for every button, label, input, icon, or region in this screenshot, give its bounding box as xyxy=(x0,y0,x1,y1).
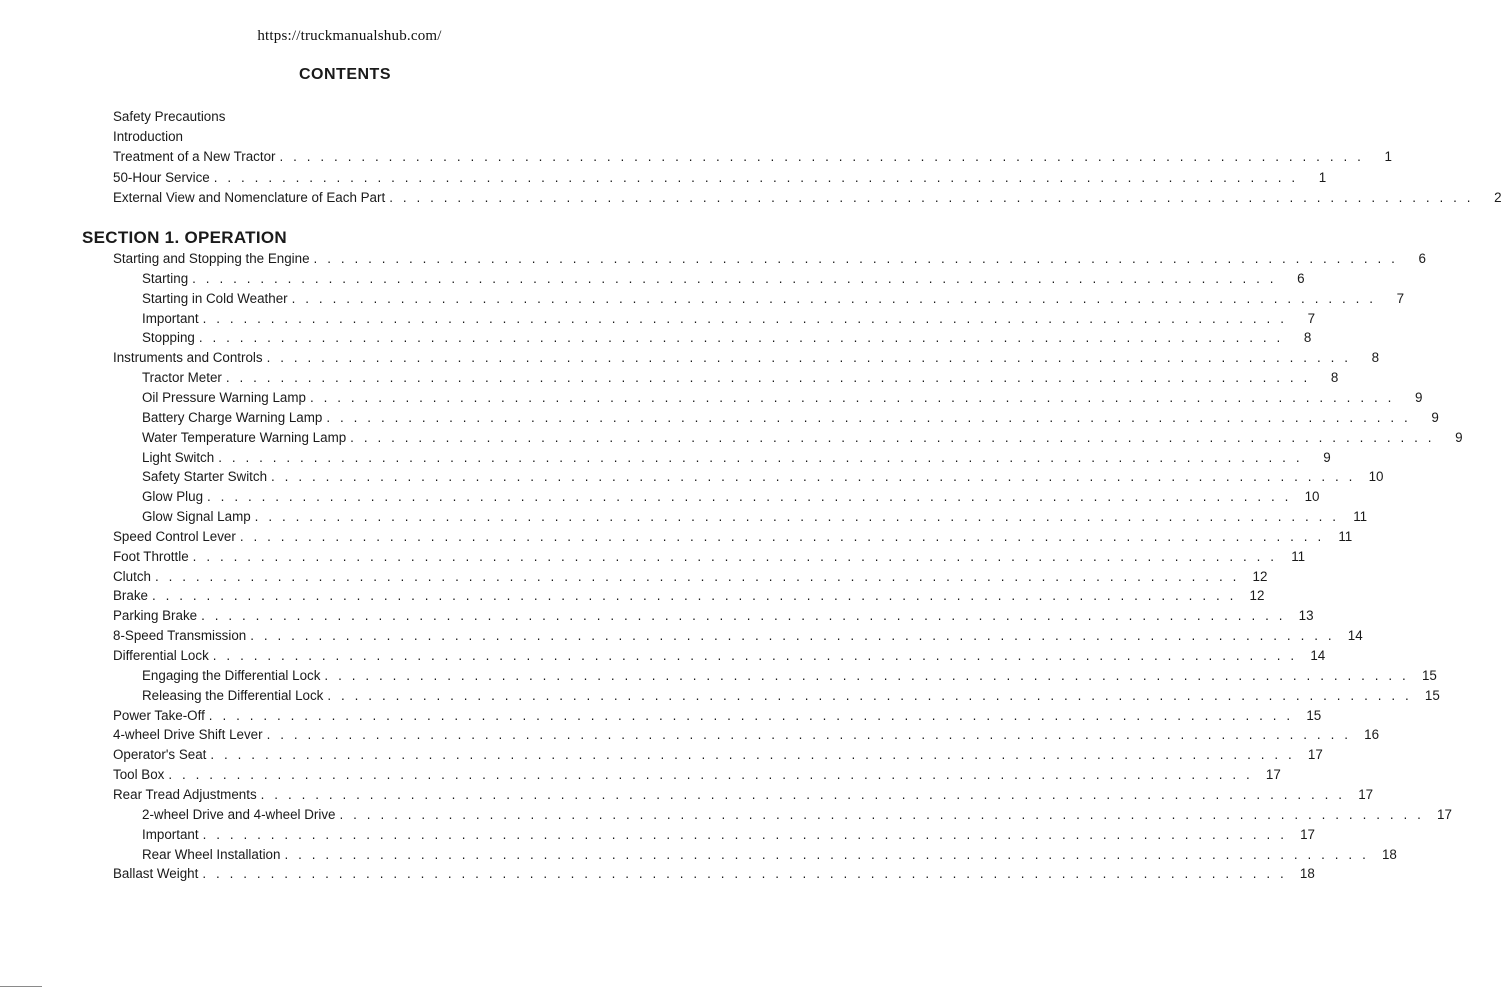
dot-leader: . . . . . . . . . . . . . . . . . . . . . . . . . . . . . . . . . . . . . . . . . . . . . . . . . . . . . . . . . . . . . . . . . . . . . . . . . . . . . . . . xyxy=(309,389,1395,405)
toc-entry xyxy=(113,706,1322,726)
toc-entry xyxy=(113,188,1502,208)
toc-entry-title: 4-wheel Drive Shift Lever xyxy=(113,727,263,743)
toc-entry-title: Safety Starter Switch xyxy=(142,469,268,485)
dot-leader: . . . . . . . . . . . . . . . . . . . . . . . . . . . . . . . . . . . . . . . . . . . . . . . . . . . . . . . . . . . . . . . . . . . . . . . . . . . . . . . . xyxy=(389,189,1474,205)
toc-entry-page: 7 xyxy=(1396,290,1405,306)
dot-leader: . . . . . . . . . . . . . . . . . . . . . . . . . . . . . . . . . . . . . . . . . . . . . . . . . . . . . . . . . . . . . . . . . . . . . . . . . . . . . . . . xyxy=(202,866,1287,882)
toc-entry xyxy=(142,487,1320,507)
toc-entry-page: 15 xyxy=(1306,707,1322,723)
toc-entry-title: Releasing the Differential Lock xyxy=(142,687,324,703)
toc-entry-title: Starting xyxy=(142,270,189,286)
dot-leader: . . . . . . . . . . . . . . . . . . . . . . . . . . . . . . . . . . . . . . . . . . . . . . . . . . . . . . . . . . . . . . . . . . . . . . . . . . . . . . . . xyxy=(239,528,1325,544)
toc-entry-page: 6 xyxy=(1418,251,1426,266)
toc-entry-page: 2 xyxy=(1494,189,1502,205)
dot-leader: . . . . . . . . . . . . . . . . . . . . . . . . . . . . . . . . . . . . . . . . . . . . . . . . . . . . . . . . . . . . . . . . . . . . . . . . . . . . . . . . xyxy=(291,290,1377,306)
toc-entry xyxy=(142,309,1316,329)
dot-leader: . . . . . . . . . . . . . . . . . . . . . . . . . . . . . . . . . . . . . . . . . . . . . . . . . . . . . . . . . . . . . . . . . . . . . . . . . . . . . . . . xyxy=(327,687,1412,703)
dot-leader: . . . . . . . . . . . . . . . . . . . . . . . . . . . . . . . . . . . . . . . . . . . . . . . . . . . . . . . . . . . . . . . . . . . . . . . . . . . . . . . . xyxy=(266,727,1352,743)
toc-entry xyxy=(142,269,1305,289)
toc-entry xyxy=(113,785,1374,805)
toc-entry xyxy=(113,725,1380,745)
source-url: https://truckmanualshub.com/ xyxy=(257,28,442,44)
toc-entry-page: 8 xyxy=(1330,370,1339,386)
toc-entry-page: 8 xyxy=(1371,350,1380,366)
toc-entry-page: 13 xyxy=(1298,608,1314,624)
toc-entry xyxy=(142,825,1316,845)
toc-entry xyxy=(142,448,1331,468)
dot-leader: . . . . . . . . . . . . . . . . . . . . . . . . . . . . . . . . . . . . . . . . . . . . . . . . . . . . . . . . . . . . . . . . . . . . . . . . . . . . . . . . xyxy=(218,449,1303,465)
toc-entry-page: 17 xyxy=(1358,786,1374,802)
toc-entry-title: Operator's Seat xyxy=(113,747,207,763)
toc-entry xyxy=(142,805,1452,825)
section-heading: SECTION 1. OPERATION xyxy=(82,228,287,247)
dot-leader: . . . . . . . . . . . . . . . . . . . . . . . . . . . . . . . . . . . . . . . . . . . . . . . . . . . . . . . . . . . . . . . . . . . . . . . . . . . . . . . . xyxy=(313,251,1398,266)
page-edge-rule xyxy=(0,986,42,987)
toc-entry-page: 6 xyxy=(1297,270,1305,286)
toc-entry-page: 18 xyxy=(1381,846,1397,862)
toc-entry xyxy=(142,507,1368,527)
toc-entry xyxy=(113,586,1265,606)
toc-entry-page: 17 xyxy=(1437,806,1452,822)
toc-entry xyxy=(142,289,1405,309)
toc-entry-title: Foot Throttle xyxy=(113,548,189,564)
dot-leader: . . . . . . . . . . . . . . . . . . . . . . . . . . . . . . . . . . . . . . . . . . . . . . . . . . . . . . . . . . . . . . . . . . . . . . . . . . . . . . . . xyxy=(324,667,1409,683)
toc-entry-page: 7 xyxy=(1307,310,1316,326)
dot-leader: . . . . . . . . . . . . . . . . . . . . . . . . . . . . . . . . . . . . . . . . . . . . . . . . . . . . . . . . . . . . . . . . . . . . . . . . . . . . . . . . xyxy=(339,806,1424,822)
toc-entry-title: Introduction xyxy=(113,129,183,145)
toc-entry-page: 9 xyxy=(1431,409,1439,425)
toc-entry-page: 9 xyxy=(1414,389,1423,405)
toc-entry xyxy=(142,845,1397,865)
toc-entry xyxy=(142,388,1423,408)
toc-entry-page: 8 xyxy=(1303,330,1312,346)
dot-leader: . . . . . . . . . . . . . . . . . . . . . . . . . . . . . . . . . . . . . . . . . . . . . . . . . . . . . . . . . . . . . . . . . . . . . . . . . . . . . . . . xyxy=(225,370,1311,386)
dot-leader: . . . . . . . . . . . . . . . . . . . . . . . . . . . . . . . . . . . . . . . . . . . . . . . . . . . . . . . . . . . . . . . . . . . . . . . . . . . . . . . . xyxy=(201,608,1286,624)
toc-entry xyxy=(113,567,1268,587)
toc-entry-title: External View and Nomenclature of Each Part xyxy=(113,189,386,205)
toc-entry-page: 9 xyxy=(1323,449,1331,465)
toc-entry-page: 1 xyxy=(1384,149,1392,165)
toc-entry-title: Parking Brake xyxy=(113,608,198,624)
toc-entry xyxy=(113,168,1327,188)
toc-entry-title: 2-wheel Drive and 4-wheel Drive xyxy=(142,806,336,822)
toc-entry-title: Starting in Cold Weather xyxy=(142,290,288,306)
toc-entry-title: Tractor Meter xyxy=(142,370,222,386)
toc-entry-title: Stopping xyxy=(142,330,195,346)
dot-leader: . . . . . . . . . . . . . . . . . . . . . . . . . . . . . . . . . . . . . . . . . . . . . . . . . . . . . . . . . . . . . . . . . . . . . . . . . . . . . . . . xyxy=(250,628,1335,644)
toc-entry xyxy=(142,328,1312,348)
toc-entry-page: 10 xyxy=(1368,469,1384,485)
dot-leader: . . . . . . . . . . . . . . . . . . . . . . . . . . . . . . . . . . . . . . . . . . . . . . . . . . . . . . . . . . . . . . . . . . . . . . . . . . . . . . . . xyxy=(202,826,1288,842)
toc-entry-title: Brake xyxy=(113,588,148,604)
dot-leader: . . . . . . . . . . . . . . . . . . . . . . . . . . . . . . . . . . . . . . . . . . . . . . . . . . . . . . . . . . . . . . . . . . . . . . . . . . . . . . . . xyxy=(350,429,1435,445)
toc-entry-title: Tool Box xyxy=(113,767,165,783)
toc-entry-page: 15 xyxy=(1424,687,1440,703)
toc-entry-title: Important xyxy=(142,826,199,842)
toc-entry xyxy=(113,606,1314,626)
toc-entry xyxy=(113,348,1380,368)
toc-entry-title: Important xyxy=(142,310,199,326)
toc-entry-page: 12 xyxy=(1252,568,1268,584)
toc-entry xyxy=(113,107,604,127)
toc-entry xyxy=(113,864,1315,884)
toc-entry-title: Power Take-Off xyxy=(113,707,205,723)
dot-leader: . . . . . . . . . . . . . . . . . . . . . . . . . . . . . . . . . . . . . . . . . . . . . . . . . . . . . . . . . . . . . . . . . . . . . . . . . . . . . . . . xyxy=(212,648,1298,663)
toc-entry-page: 16 xyxy=(1364,727,1380,743)
toc-entry-title: Instruments and Controls xyxy=(113,350,263,366)
toc-entry-page: 11 xyxy=(1291,548,1306,564)
toc-entry xyxy=(142,428,1463,448)
toc-entry xyxy=(113,745,1323,765)
toc-entry-page: 17 xyxy=(1265,767,1281,783)
toc-entry-page: 9 xyxy=(1455,429,1463,445)
toc-entry-page: 12 xyxy=(1249,588,1265,604)
toc-entry-page: 14 xyxy=(1347,628,1363,644)
toc-entry-page: 18 xyxy=(1299,866,1315,882)
dot-leader: . . . . . . . . . . . . . . . . . . . . . . . . . . . . . . . . . . . . . . . . . . . . . . . . . . . . . . . . . . . . . . . . . . . . . . . . . . . . . . . . xyxy=(284,846,1369,862)
dot-leader: . . . . . . . . . . . . . . . . . . . . . . . . . . . . . . . . . . . . . . . . . . . . . . . . . . . . . . . . . . . . . . . . . . . . . . . . . . . . . . . . xyxy=(208,707,1294,723)
toc-entry-title: Glow Signal Lamp xyxy=(142,509,251,525)
dot-leader: . . . . . . . . . . . . . . . . . . . . . . . . . . . . . . . . . . . . . . . . . . . . . . . . . . . . . . . . . . . . . . . . . . . . . . . . . . . . . . . . xyxy=(254,509,1340,525)
dot-leader: . . . . . . . . . . . . . . . . . . . . . . . . . . . . . . . . . . . . . . . . . . . . . . . . . . . . . . . . . . . . . . . . . . . . . . . . . . . . . . . . xyxy=(210,747,1295,763)
dot-leader: . . . . . . . . . . . . . . . . . . . . . . . . . . . . . . . . . . . . . . . . . . . . . . . . . . . . . . . . . . . . . . . . . . . . . . . . . . . . . . . . xyxy=(213,169,1299,185)
toc-entry-title: Ballast Weight xyxy=(113,866,199,882)
toc-entry-title: 8-Speed Transmission xyxy=(113,628,247,644)
dot-leader: . . . . . . . . . . . . . . . . . . . . . . . . . . . . . . . . . . . . . . . . . . . . . . . . . . . . . . . . . . . . . . . . . . . . . . . . . . . . . . . . xyxy=(207,489,1292,505)
dot-leader: . . . . . . . . . . . . . . . . . . . . . . . . . . . . . . . . . . . . . . . . . . . . . . . . . . . . . . . . . . . . . . . . . . . . . . . . . . . . . . . . xyxy=(266,350,1352,366)
dot-leader: . . . . . . . . . . . . . . . . . . . . . . . . . . . . . . . . . . . . . . . . . . . . . . . . . . . . . . . . . . . . . . . . . . . . . . . . . . . . . . . . xyxy=(326,409,1411,425)
toc-entry-page: 17 xyxy=(1300,826,1316,842)
toc-entry xyxy=(113,147,1392,167)
toc-entry xyxy=(142,467,1384,487)
toc-entry-title: Light Switch xyxy=(142,449,215,465)
toc-entry-title: Differential Lock xyxy=(113,648,209,663)
toc-entry-page: 17 xyxy=(1307,747,1323,763)
toc-entry-title: Starting and Stopping the Engine xyxy=(113,251,310,266)
toc-entry-title: Rear Wheel Installation xyxy=(142,846,281,862)
toc-entry xyxy=(113,765,1281,785)
dot-leader: . . . . . . . . . . . . . . . . . . . . . . . . . . . . . . . . . . . . . . . . . . . . . . . . . . . . . . . . . . . . . . . . . . . . . . . . . . . . . . . . xyxy=(192,270,1277,286)
dot-leader: . . . . . . . . . . . . . . . . . . . . . . . . . . . . . . . . . . . . . . . . . . . . . . . . . . . . . . . . . . . . . . . . . . . . . . . . . . . . . . . . xyxy=(279,149,1364,165)
toc-entry-title: Treatment of a New Tractor xyxy=(113,149,276,165)
dot-leader: . . . . . . . . . . . . . . . . . . . . . . . . . . . . . . . . . . . . . . . . . . . . . . . . . . . . . . . . . . . . . . . . . . . . . . . . . . . . . . . . xyxy=(192,548,1278,564)
toc-entry-title: Rear Tread Adjustments xyxy=(113,786,257,802)
toc-entry xyxy=(142,408,1439,428)
toc-entry-page: 1 xyxy=(1318,169,1327,185)
toc-entry xyxy=(142,368,1339,388)
dot-leader: . . . . . . . . . . . . . . . . . . . . . . . . . . . . . . . . . . . . . . . . . . . . . . . . . . . . . . . . . . . . . . . . . . . . . . . . . . . . . . . . xyxy=(154,568,1240,584)
toc-entry-page: 14 xyxy=(1310,648,1326,663)
toc-entry xyxy=(113,249,1426,269)
toc-entry xyxy=(113,626,1363,646)
toc-entry-title: Speed Control Lever xyxy=(113,528,236,544)
toc-entry-page: 10 xyxy=(1304,489,1320,505)
toc-entry-title: Engaging the Differential Lock xyxy=(142,667,321,683)
toc-entry-page: 11 xyxy=(1353,509,1368,525)
dot-leader: . . . . . . . . . . . . . . . . . . . . . . . . . . . . . . . . . . . . . . . . . . . . . . . . . . . . . . . . . . . . . . . . . . . . . . . . . . . . . . . . xyxy=(271,469,1356,485)
toc-entry xyxy=(142,686,1440,706)
toc-entry xyxy=(142,666,1437,686)
toc-entry xyxy=(113,527,1353,547)
toc-entry xyxy=(113,547,1306,567)
toc-entry-title: Glow Plug xyxy=(142,489,204,505)
toc-entry-title: Water Temperature Warning Lamp xyxy=(142,429,347,445)
toc-entry-title: Clutch xyxy=(113,568,151,584)
dot-leader: . . . . . . . . . . . . . . . . . . . . . . . . . . . . . . . . . . . . . . . . . . . . . . . . . . . . . . . . . . . . . . . . . . . . . . . . . . . . . . . . xyxy=(168,767,1253,783)
toc-entry xyxy=(113,646,1326,666)
toc-entry-page: 11 xyxy=(1338,528,1353,544)
toc-entry xyxy=(113,127,604,147)
toc-entry-title: Safety Precautions xyxy=(113,109,226,124)
dot-leader: . . . . . . . . . . . . . . . . . . . . . . . . . . . . . . . . . . . . . . . . . . . . . . . . . . . . . . . . . . . . . . . . . . . . . . . . . . . . . . . . xyxy=(202,310,1288,326)
toc-entry-title: 50-Hour Service xyxy=(113,169,210,185)
dot-leader: . . . . . . . . . . . . . . . . . . . . . . . . . . . . . . . . . . . . . . . . . . . . . . . . . . . . . . . . . . . . . . . . . . . . . . . . . . . . . . . . xyxy=(151,588,1237,604)
dot-leader: . . . . . . . . . . . . . . . . . . . . . . . . . . . . . . . . . . . . . . . . . . . . . . . . . . . . . . . . . . . . . . . . . . . . . . . . . . . . . . . . xyxy=(198,330,1284,346)
toc-entry-title: Oil Pressure Warning Lamp xyxy=(142,389,306,405)
dot-leader: . . . . . . . . . . . . . . . . . . . . . . . . . . . . . . . . . . . . . . . . . . . . . . . . . . . . . . . . . . . . . . . . . . . . . . . . . . . . . . . . xyxy=(260,786,1346,802)
contents-heading: CONTENTS xyxy=(299,66,391,83)
toc-entry-title: Battery Charge Warning Lamp xyxy=(142,409,323,425)
toc-entry-page: 15 xyxy=(1421,667,1437,683)
